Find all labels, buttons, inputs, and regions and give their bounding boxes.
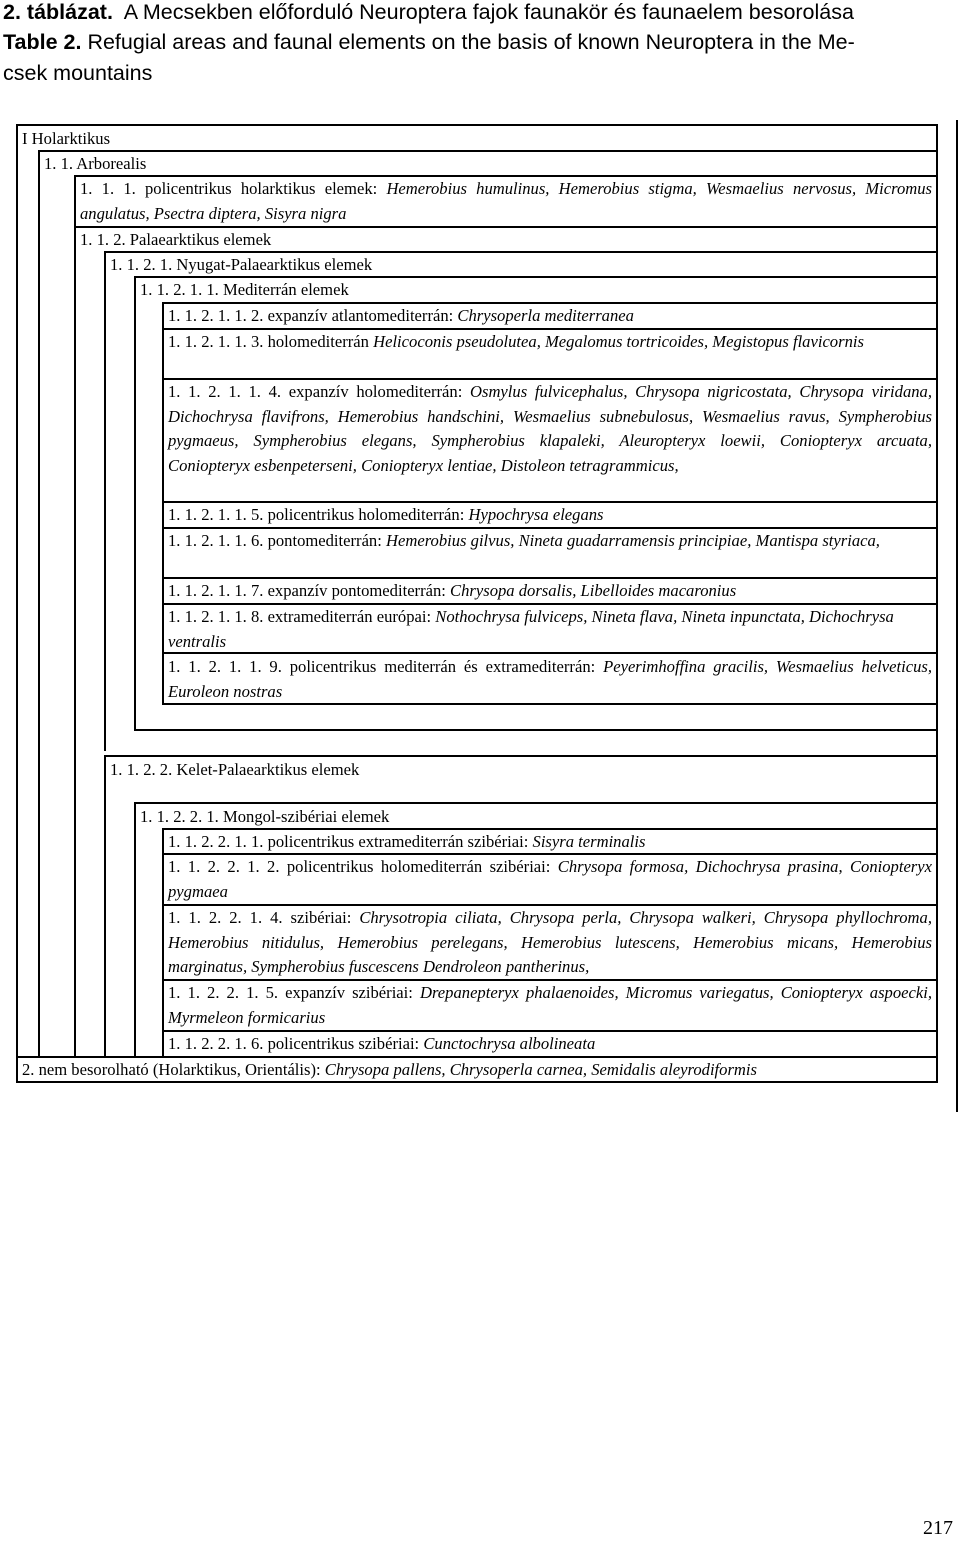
- table-row: [168, 330, 932, 355]
- table-row: [168, 380, 932, 478]
- table-row-palaearktikus: 1. 1. 2. Palaearktikus elemek: [80, 230, 272, 249]
- row-category: 1. 1. 2. 1. 1. 8. extramediterrán európai:: [168, 607, 432, 626]
- table-row: [168, 304, 932, 329]
- row-species: Hemerobius humulinus, Hemerobius stigma, Wesmaelius nervosus, Micromus angulatus, Psectra diptera, Sisyra nigra: [80, 179, 932, 223]
- table-row: [168, 579, 932, 604]
- divider: [38, 150, 40, 1058]
- row-category: 2. nem besorolható (Holarktikus, Orientális):: [22, 1060, 321, 1079]
- row-category: 1. 1. 2. 1. 1. 7. expanzív pontomediterrán:: [168, 581, 446, 600]
- divider: [74, 175, 76, 1058]
- table-row: [168, 830, 932, 855]
- row-category: 1. 1. 2. 2. 1. 4. szibériai:: [168, 908, 352, 927]
- row-category: 1. 1. 2. 1. 1. 4. expanzív holomediterrán:: [168, 382, 463, 401]
- divider: [104, 755, 106, 1058]
- row-species: Chrysopa pallens, Chrysoperla carnea, Semidalis aleyrodiformis: [324, 1060, 757, 1079]
- table-row-nyugat-palaearktikus: 1. 1. 2. 1. Nyugat-Palaearktikus elemek: [110, 255, 373, 274]
- table-row: [22, 1058, 932, 1083]
- row-category: 1. 1. 2. 1. 1. 3. holomediterrán: [168, 332, 369, 351]
- table-row: [168, 1032, 932, 1057]
- divider: [104, 755, 938, 757]
- row-category: 1. 1. 2. 1. 1. 5. policentrikus holomediterrán:: [168, 505, 465, 524]
- table-row: [168, 605, 932, 654]
- caption-english-text: Refugial areas and faunal elements on the basis of known Neuroptera in the Me-: [87, 30, 855, 54]
- row-species: Nothochrysa fulviceps, Nineta flava, Nineta inpunctata, Dichochrysa ventralis: [168, 607, 894, 651]
- divider: [162, 828, 164, 1058]
- divider: [162, 302, 164, 705]
- row-species: Chrysoperla mediterranea: [457, 306, 634, 325]
- row-species: Chrysopa dorsalis, Libelloides macaronius: [450, 581, 737, 600]
- divider: [134, 276, 136, 731]
- table-row: [168, 906, 932, 980]
- caption-hungarian-label: 2. táblázat.: [3, 0, 113, 24]
- divider: [38, 150, 938, 152]
- table-row: [80, 177, 932, 226]
- row-species: Hemerobius gilvus, Nineta guadarramensis principiae, Mantispa styriaca,: [386, 531, 880, 550]
- page-number: 217: [923, 1517, 953, 1539]
- divider: [104, 251, 106, 751]
- row-species: Helicoconis pseudolutea, Megalomus tortricoides, Megistopus flavicornis: [373, 332, 864, 351]
- row-species: Drepanepteryx phalaenoides, Micromus variegatus, Coniopteryx aspoecki, Myrmeleon formicarius: [168, 983, 932, 1027]
- row-category: 1. 1. 2. 1. 1. 2. expanzív atlantomediterrán:: [168, 306, 454, 325]
- divider: [134, 802, 938, 804]
- row-category: 1. 1. 2. 2. 1. 6. policentrikus szibériai:: [168, 1034, 420, 1053]
- divider: [134, 802, 136, 1058]
- divider: [134, 729, 938, 731]
- row-species: Sisyra terminalis: [532, 832, 646, 851]
- row-species: Hypochrysa elegans: [468, 505, 604, 524]
- row-species: Osmylus fulvicephalus, Chrysopa nigricostata, Chrysopa viridana, Dichochrysa flavifrons, Hemerobius handschini, Wesmaelius subnebulosus, Wesmaelius ravus, Sympherobius pygmaeus, Sympherobius elegans, Sympherobius klapaleki, Aleuropteryx loewii, Coniopteryx arcuata, Coniopteryx esbenpeterseni, Coniopteryx lentiae, Distoleon tetragrammicus,: [168, 382, 932, 475]
- row-species: Chrysotropia ciliata, Chrysopa perla, Chrysopa walkeri, Chrysopa phyllochroma, Hemerobius nitidulus, Hemerobius perelegans, Hemerobius lutescens, Hemerobius micans, Hemerobius marginatus, Sympherobius fuscescens Dendroleon pantherinus,: [168, 908, 932, 977]
- row-category: 1. 1. 2. 2. 1. 1. policentrikus extramediterrán szibériai:: [168, 832, 529, 851]
- row-species: Cunctochrysa albolineata: [423, 1034, 596, 1053]
- table-row-kelet-palaearktikus: 1. 1. 2. 2. Kelet-Palaearktikus elemek: [110, 760, 360, 779]
- table-row: [168, 503, 932, 528]
- table-row-mongol-szibériai: 1. 1. 2. 2. 1. Mongol-szibériai elemek: [140, 807, 390, 826]
- table-row-arborealis: 1. 1. Arborealis: [44, 154, 147, 173]
- table-row: [168, 981, 932, 1030]
- row-category: 1. 1. 2. 1. 1. 9. policentrikus mediterrán és extramediterrán:: [168, 657, 596, 676]
- row-species: Chrysopa formosa, Dichochrysa prasina, Coniopteryx pygmaea: [168, 857, 932, 901]
- table-row: [168, 655, 932, 704]
- table-row-mediterran: 1. 1. 2. 1. 1. Mediterrán elemek: [140, 280, 349, 299]
- caption-english-text-2: csek mountains: [3, 61, 153, 85]
- caption-english-label: Table 2.: [3, 30, 82, 54]
- table-row: [168, 529, 932, 554]
- row-category: 1. 1. 2. 1. 1. 6. pontomediterrán:: [168, 531, 382, 550]
- row-category: 1. 1. 1. policentrikus holarktikus elemek:: [80, 179, 378, 198]
- row-category: 1. 1. 2. 2. 1. 2. policentrikus holomediterrán szibériai:: [168, 857, 551, 876]
- row-species: Peyerimhoffina gracilis, Wesmaelius helveticus, Euroleon nostras: [168, 657, 932, 701]
- table-row: [168, 855, 932, 904]
- row-category: 1. 1. 2. 2. 1. 5. expanzív szibériai:: [168, 983, 413, 1002]
- caption-hungarian-text: A Mecsekben előforduló Neuroptera fajok faunakör és faunaelem besorolása: [123, 0, 854, 24]
- table-row-holarktikus: I Holarktikus: [22, 129, 111, 148]
- table-right-margin-line: [956, 120, 958, 1112]
